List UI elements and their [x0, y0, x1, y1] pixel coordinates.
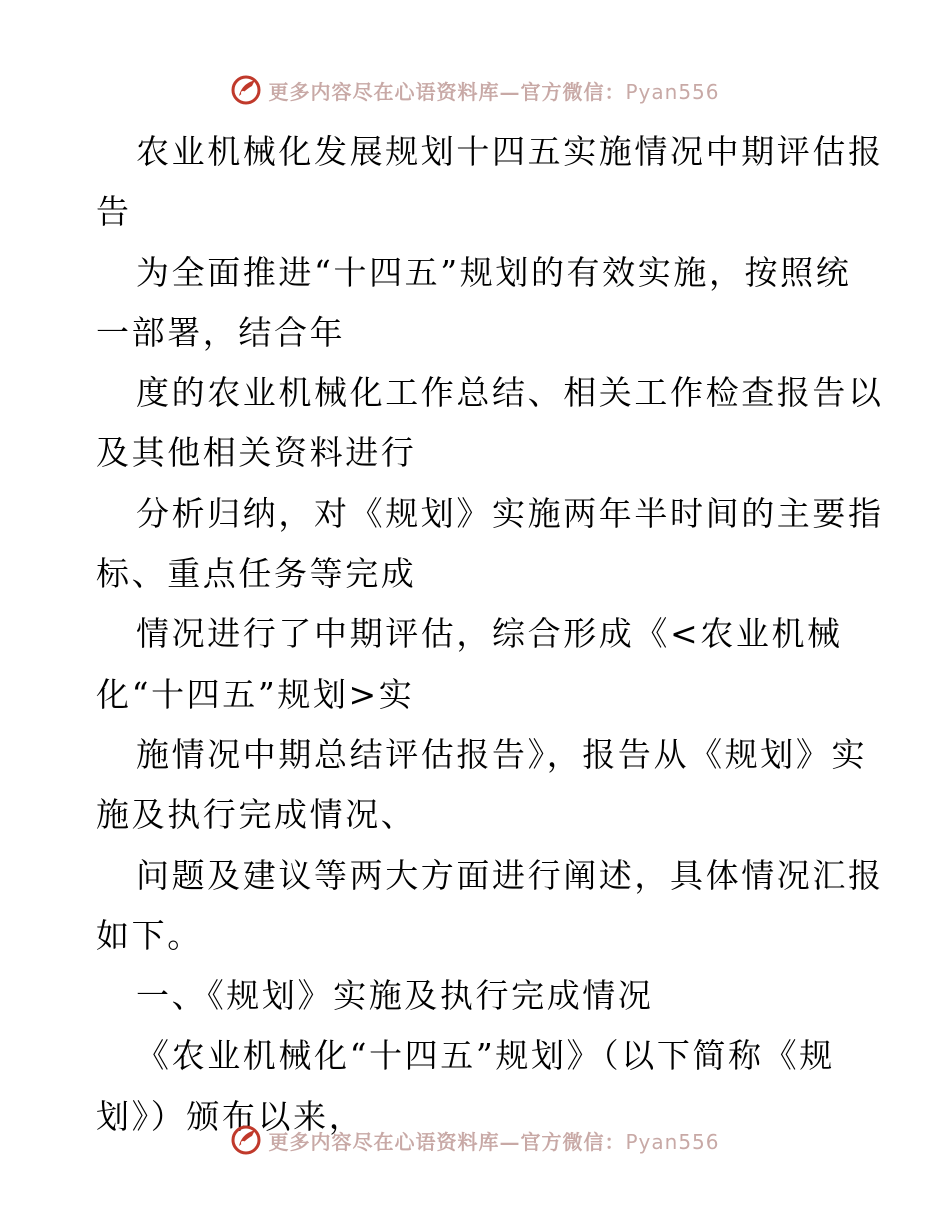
footer-wechat-id: Pyan556 — [625, 1129, 720, 1154]
header-wechat-id: Pyan556 — [625, 79, 720, 104]
text-line: 分析归纳，对《规划》实施两年半时间的主要指 — [136, 493, 884, 533]
text-line: 施情况中期总结评估报告》，报告从《规划》实 — [136, 734, 868, 774]
text-line: 《农业机械化“十四五”规划》（以下简称《规 — [136, 1036, 835, 1076]
text-line: 问题及建议等两大方面进行阐述，具体情况汇报 — [136, 855, 884, 895]
text-line: 划》）颁布以来， — [96, 1096, 365, 1136]
header-library-text: 更多内容尽在心语资料库 — [268, 79, 500, 104]
library-logo-icon — [230, 1124, 262, 1156]
text-line: 如下。 — [96, 915, 203, 955]
header-text — [268, 76, 719, 105]
footer-banner — [0, 1120, 950, 1160]
footer-library-text: 更多内容尽在心语资料库 — [268, 1129, 500, 1154]
text-line: 及其他相关资料进行 — [96, 433, 417, 473]
header-banner — [0, 70, 950, 110]
text-line: 标、重点任务等完成 — [96, 554, 417, 594]
document-body — [96, 122, 884, 1147]
text-line: 告 — [96, 192, 132, 232]
text-line: 为全面推进“十四五”规划的有效实施，按照统 — [136, 252, 852, 292]
text-line: 化“十四五”规划>实 — [96, 674, 415, 714]
header-wechat-label: 官方微信： — [520, 79, 626, 104]
footer-text — [268, 1126, 719, 1155]
text-line: 施及执行完成情况、 — [96, 795, 417, 835]
footer-separator: — — [499, 1129, 521, 1154]
text-line: 度的农业机械化工作总结、相关工作检查报告以 — [136, 373, 884, 413]
text-line: 一、《规划》实施及执行完成情况 — [136, 976, 654, 1016]
header-separator: — — [499, 79, 521, 104]
text-line: 一部署，结合年 — [96, 312, 346, 352]
library-logo-icon — [230, 74, 262, 106]
footer-wechat-label: 官方微信： — [520, 1129, 626, 1154]
text-line: 情况进行了中期评估，综合形成《<农业机械 — [136, 614, 843, 654]
text-line: 农业机械化发展规划十四五实施情况中期评估报 — [136, 132, 884, 171]
